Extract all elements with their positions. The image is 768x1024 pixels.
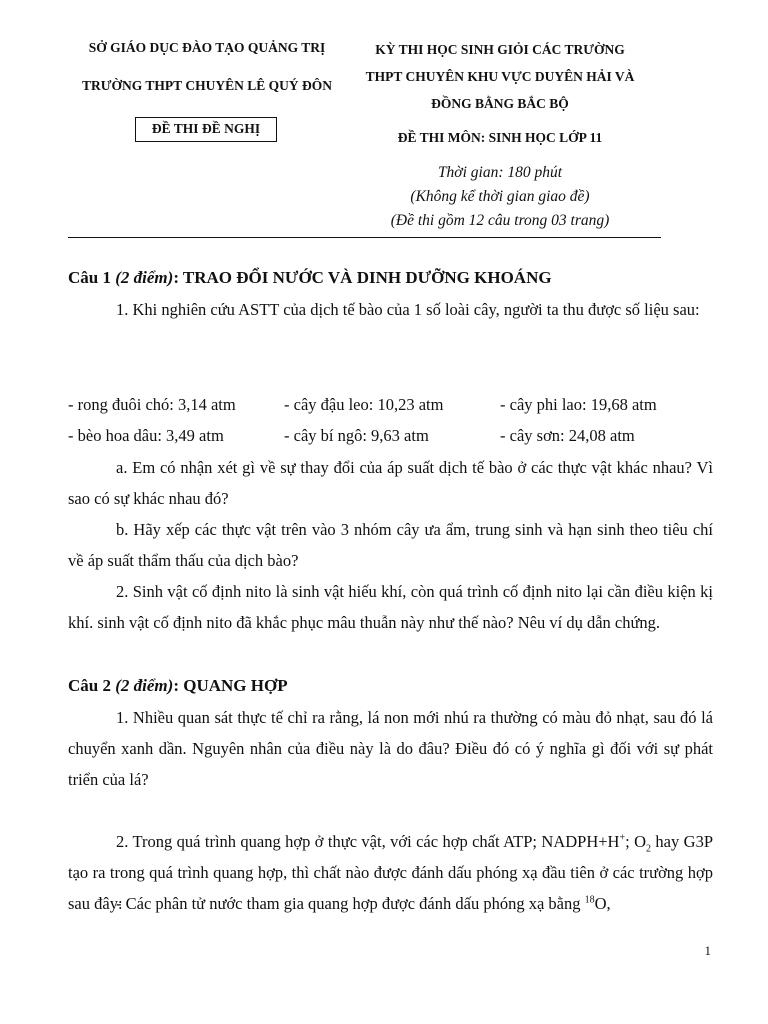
question-2-points: (2 điểm) [115, 676, 174, 695]
exam-title-line3: ĐỒNG BẰNG BẮC BỘ [431, 96, 569, 111]
data-item: - cây phi lao: 19,68 atm [500, 395, 657, 414]
question-1-part-1: 1. Khi nghiên cứu ASTT của dịch tế bào của 1 số loài cây, người ta thu được số liệu sau: [116, 300, 700, 319]
question-2-title: : QUANG HỢP [173, 676, 288, 695]
data-item: - rong đuôi chó: 3,14 atm [68, 395, 236, 414]
exam-time: Thời gian: 180 phút [437, 164, 563, 181]
exam-pages-note: (Đề thi gồm 12 câu trong 03 trang) [390, 212, 610, 229]
question-1-part-2: 2. Sinh vật cố định nito là sinh vật hiếu khí, còn quá trình cố định nito lại cần điều kiện kị khí. sinh vật cố định nito đã khắc phục mâu thuẫn này như thế nào? Nêu ví dụ dẫn chứng. [68, 582, 713, 632]
data-item: - bèo hoa dâu: 3,49 atm [68, 426, 224, 445]
question-2-bullet-1: - Các phân tử nước tham gia quang hợp được đánh dấu phóng xạ bằng $^{18}$O, [116, 894, 611, 913]
question-1-label: Câu 1 [68, 268, 116, 287]
page-number: 1 [704, 943, 711, 958]
header-divider [68, 237, 661, 238]
question-1-points: (2 điểm) [115, 268, 174, 287]
question-1-title: : TRAO ĐỔI NƯỚC VÀ DINH DƯỠNG KHOÁNG [173, 268, 552, 287]
exam-time-note: (Không kể thời gian giao đề) [410, 188, 590, 205]
question-2-part-2: 2. Trong quá trình quang hợp ở thực vật, với các hợp chất ATP; NADPH+H+; $O_2$ hay G3P tạo ra trong quá trình quang hợp, thì chất nào được đánh dấu phóng xạ đầu tiên ở các trường hợp sau đây: [68, 832, 713, 913]
data-item: - cây đậu leo: 10,23 atm [284, 395, 444, 414]
question-1-part-b: b. Hãy xếp các thực vật trên vào 3 nhóm cây ưa ẩm, trung sinh và hạn sinh theo tiêu chí về áp suất thẩm thấu của dịch bào? [68, 520, 713, 570]
question-2-part-1: 1. Nhiều quan sát thực tế chỉ ra rằng, lá non mới nhú ra thường có màu đỏ nhạt, sau đó lá chuyển xanh dần. Nguyên nhân của điều này là do đâu? Điều đó có ý nghĩa gì đối với sự phát triển của lá? [68, 708, 713, 789]
department-name: SỞ GIÁO DỤC ĐÀO TẠO QUẢNG TRỊ [88, 40, 326, 55]
exam-subject: ĐỀ THI MÔN: SINH HỌC LỚP 11 [397, 130, 603, 145]
question-1-heading [68, 268, 552, 288]
exam-title-line1: KỲ THI HỌC SINH GIỎI CÁC TRƯỜNG [375, 42, 625, 57]
data-item: - cây bí ngô: 9,63 atm [284, 426, 429, 445]
question-2-heading [68, 676, 288, 696]
school-name: TRƯỜNG THPT CHUYÊN LÊ QUÝ ĐÔN [82, 78, 332, 93]
question-1-part-a: a. Em có nhận xét gì về sự thay đổi của áp suất dịch tế bào ở các thực vật khác nhau? Vì sao có sự khác nhau đó? [68, 458, 713, 508]
proposed-exam-box: ĐỀ THI ĐỀ NGHỊ [135, 117, 277, 142]
data-item: - cây sơn: 24,08 atm [500, 426, 635, 445]
exam-title-line2: THPT CHUYÊN KHU VỰC DUYÊN HẢI VÀ [365, 69, 635, 84]
question-2-label: Câu 2 [68, 676, 116, 695]
